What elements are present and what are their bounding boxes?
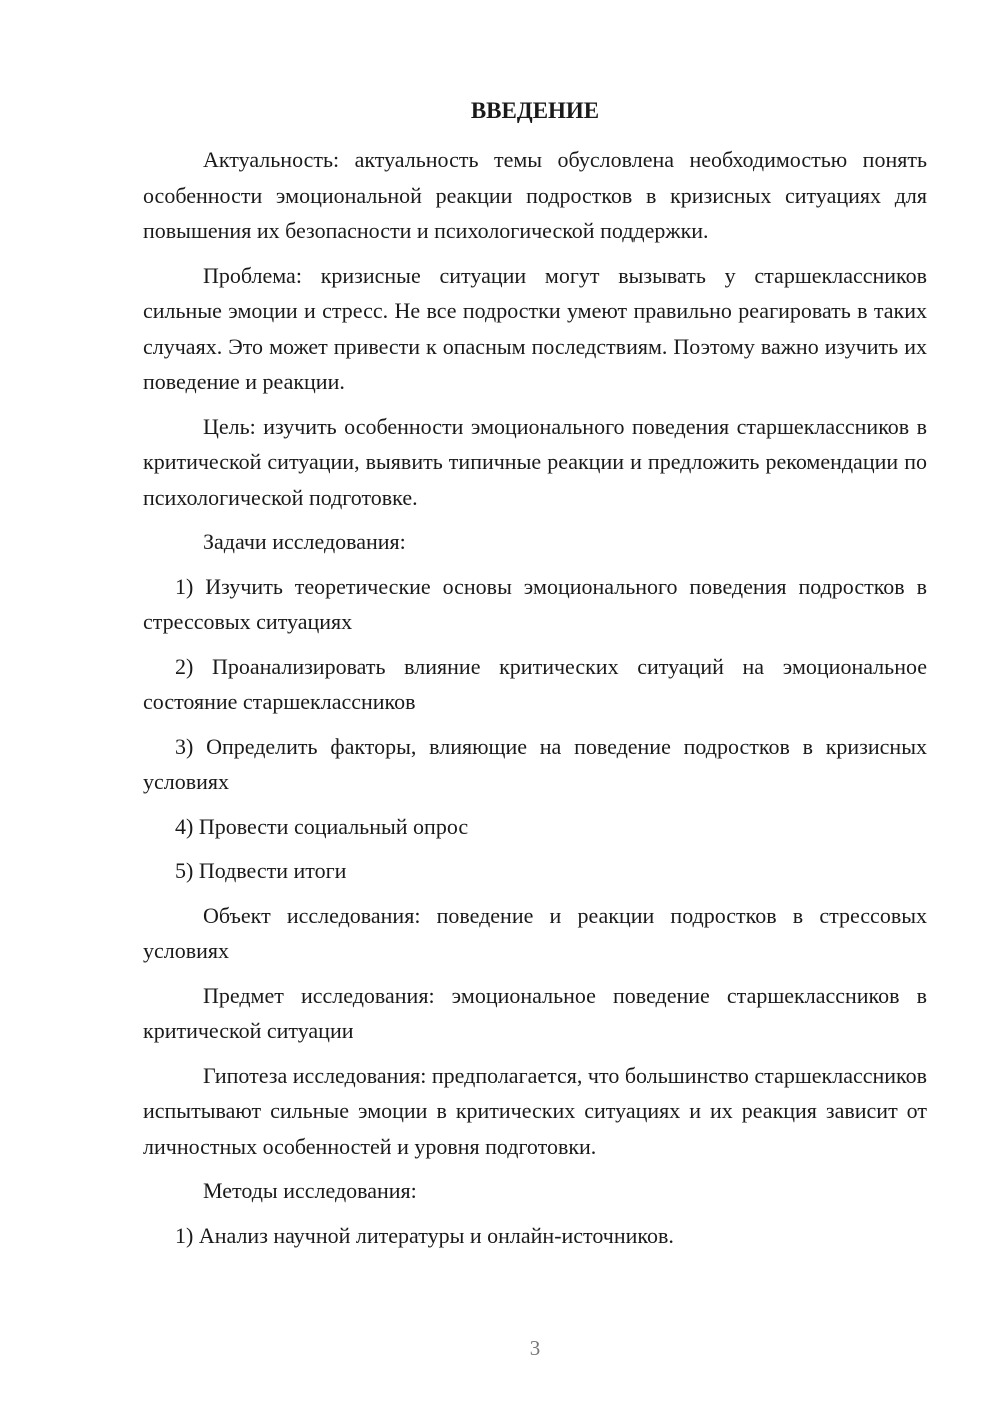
methods-title: Методы исследования: [203, 1178, 417, 1203]
document-page [143, 0, 927, 1414]
task-item-4: 4) Провести социальный опрос [175, 813, 469, 839]
method-item-1: 1) Анализ научной литературы и онлайн-источников. [175, 1222, 674, 1248]
section-heading: ВВЕДЕНИЕ [470, 98, 600, 123]
task-item-5: 5) Подвести итоги [175, 858, 347, 883]
page-number: 3 [529, 1336, 541, 1360]
hypothesis-paragraph: Гипотеза исследования: предполагается, что большинство старшеклассников испытывают сильные эмоции в критических ситуациях и их реакция зависит от личностных особенностей и уровня подготовки. [143, 1062, 927, 1159]
task-item-1: 1) Изучить теоретические основы эмоционального поведения подростков в стрессовых ситуациях [143, 573, 927, 634]
problem-paragraph: Проблема: кризисные ситуации могут вызывать у старшеклассников сильные эмоции и стресс. Не все подростки умеют правильно реагировать в таких случаях. Это может привести к опасным последствиям. Поэтому важно изучить их поведение и реакции. [143, 262, 927, 394]
document-body [143, 142, 927, 1262]
task-item-2: 2) Проанализировать влияние критических ситуаций на эмоциональное состояние старшеклассников [143, 653, 927, 714]
subject-paragraph: Предмет исследования: эмоциональное поведение старшеклассников в критической ситуации [143, 982, 927, 1043]
goal-paragraph: Цель: изучить особенности эмоционального поведения старшеклассников в критической ситуации, выявить типичные реакции и предложить рекомендации по психологической подготовке. [143, 413, 927, 510]
object-paragraph: Объект исследования: поведение и реакции подростков в стрессовых условиях [143, 902, 927, 963]
actuality-paragraph: Актуальность: актуальность темы обусловлена необходимостью понять особенности эмоциональной реакции подростков в кризисных ситуациях для повышения их безопасности и психологической поддержки. [143, 147, 927, 243]
tasks-title: Задачи исследования: [203, 529, 406, 554]
task-item-3: 3) Определить факторы, влияющие на поведение подростков в кризисных условиях [143, 733, 927, 794]
